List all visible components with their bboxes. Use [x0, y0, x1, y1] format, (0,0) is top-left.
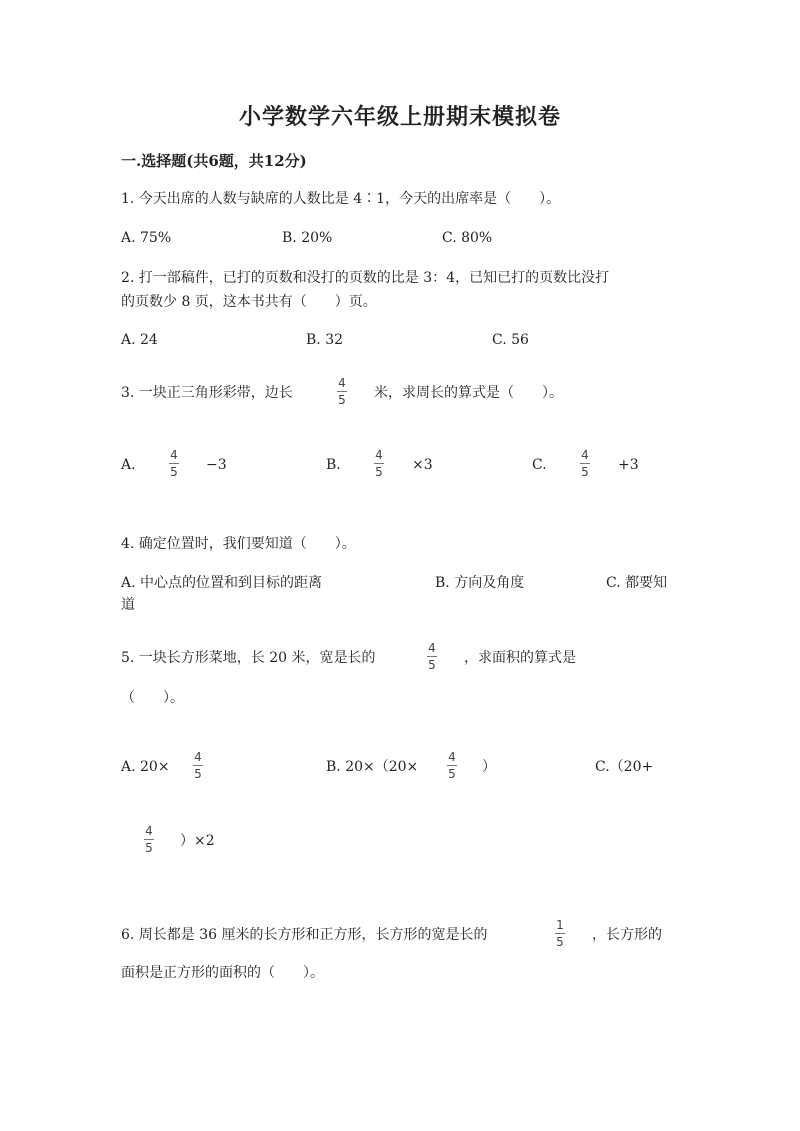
- fraction-denominator: 5: [194, 767, 202, 781]
- fraction-numerator: 4: [145, 824, 153, 838]
- q3-fraction: [337, 376, 347, 407]
- q3-option-a-label[interactable]: A.: [121, 457, 136, 473]
- fraction-numerator: 4: [375, 448, 383, 462]
- question-5-stem: 5. 一块长方形菜地，长 20 米，宽是长的: [121, 650, 376, 666]
- q5-option-b-fraction: [447, 750, 457, 781]
- q3-option-a-fraction: [169, 448, 179, 479]
- q3-option-a-suffix: −3: [206, 457, 227, 473]
- q5-option-b[interactable]: B. 20×（20×: [326, 759, 419, 775]
- question-6-stem: 6. 周长都是 36 厘米的长方形和正方形，长方形的宽是长的: [121, 927, 488, 943]
- fraction-denominator: 5: [375, 465, 383, 479]
- fraction-numerator: 4: [448, 750, 456, 764]
- fraction-bar: [193, 765, 203, 766]
- fraction-bar: [427, 656, 437, 657]
- fraction-numerator: 4: [170, 448, 178, 462]
- q6-fraction: [555, 918, 565, 949]
- q5-option-a[interactable]: A. 20×: [121, 759, 170, 775]
- question-5-line-2: （ ）。: [121, 690, 184, 706]
- q2-option-b[interactable]: B. 32: [306, 332, 344, 348]
- question-3-stem: 3. 一块正三角形彩带，边长: [121, 385, 293, 401]
- q3-option-b-fraction: [374, 448, 384, 479]
- fraction-numerator: 4: [338, 376, 346, 390]
- page-title: 小学数学六年级上册期末模拟卷: [238, 104, 561, 130]
- q3-option-b-suffix: ×3: [412, 457, 433, 473]
- q1-option-b[interactable]: B. 20%: [282, 230, 333, 246]
- fraction-denominator: 5: [556, 935, 564, 949]
- fraction-bar: [447, 765, 457, 766]
- q3-option-c-label[interactable]: C.: [532, 457, 547, 473]
- q4-option-c[interactable]: C. 都要知: [606, 575, 668, 591]
- q5-option-c-fraction: [144, 824, 154, 855]
- question-5-stem-end: ，求面积的算式是: [464, 650, 576, 666]
- q4-option-a[interactable]: A. 中心点的位置和到目标的距离: [121, 575, 323, 591]
- fraction-numerator: 4: [581, 448, 589, 462]
- q1-option-c[interactable]: C. 80%: [442, 230, 493, 246]
- q5-fraction: [427, 641, 437, 672]
- question-4: 4. 确定位置时，我们要知道（ ）。: [121, 536, 356, 552]
- fraction-denominator: 5: [448, 767, 456, 781]
- q4-option-b[interactable]: B. 方向及角度: [435, 575, 525, 591]
- q2-option-a[interactable]: A. 24: [121, 332, 158, 348]
- q3-option-b-label[interactable]: B.: [326, 457, 341, 473]
- q5-option-a-fraction: [193, 750, 203, 781]
- q5-option-c[interactable]: C.（20+: [595, 759, 654, 775]
- q3-option-c-suffix: +3: [618, 457, 639, 473]
- q5-option-b-close: ）: [482, 759, 496, 775]
- fraction-denominator: 5: [170, 465, 178, 479]
- fraction-bar: [337, 391, 347, 392]
- fraction-numerator: 4: [428, 641, 436, 655]
- q3-option-c-fraction: [580, 448, 590, 479]
- fraction-bar: [169, 463, 179, 464]
- question-6-stem-end: ，长方形的: [592, 927, 662, 943]
- q4-option-c-wrap: 道: [121, 597, 135, 613]
- fraction-denominator: 5: [145, 841, 153, 855]
- fraction-denominator: 5: [428, 658, 436, 672]
- fraction-bar: [374, 463, 384, 464]
- fraction-numerator: 4: [194, 750, 202, 764]
- question-6-line-2: 面积是正方形的面积的（ ）。: [121, 965, 324, 981]
- question-2-line-1: 2. 打一部稿件，已打的页数和没打的页数的比是 3：4，已知已打的页数比没打: [121, 270, 610, 286]
- q5-option-c-close: ）×2: [180, 833, 215, 849]
- fraction-bar: [580, 463, 590, 464]
- fraction-bar: [144, 839, 154, 840]
- fraction-bar: [555, 933, 565, 934]
- fraction-denominator: 5: [581, 465, 589, 479]
- question-3-stem-end: 米，求周长的算式是（ ）。: [374, 385, 563, 401]
- fraction-denominator: 5: [338, 393, 346, 407]
- q1-option-a[interactable]: A. 75%: [121, 230, 172, 246]
- fraction-numerator: 1: [556, 918, 564, 932]
- question-1: 1. 今天出席的人数与缺席的人数比是 4∶1，今天的出席率是（ ）。: [121, 191, 561, 207]
- q2-option-c[interactable]: C. 56: [492, 332, 529, 348]
- question-2-line-2: 的页数少 8 页，这本书共有（ ）页。: [121, 294, 377, 310]
- section-heading: 一.选择题(共6题，共12分): [121, 152, 307, 170]
